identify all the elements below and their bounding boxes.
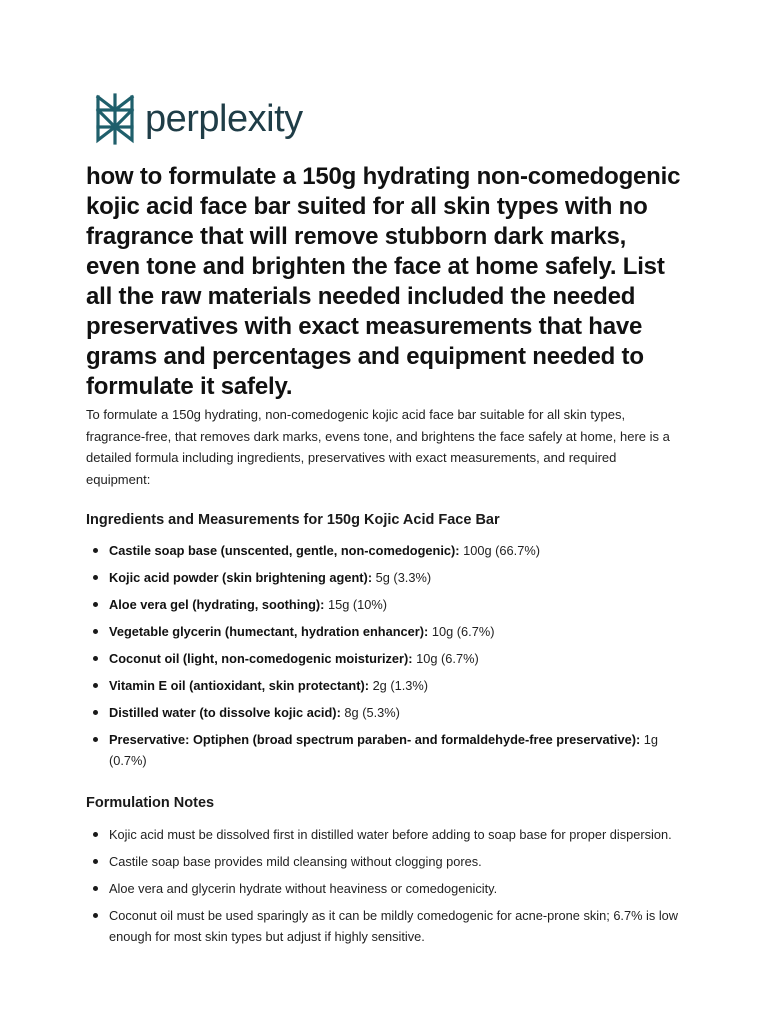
ingredient-name: Vitamin E oil (antioxidant, skin protectant) (109, 678, 365, 693)
bullet-icon (93, 629, 98, 634)
note-text: Coconut oil must be used sparingly as it can be mildly comedogenic for acne-prone skin; 6.7% is low enough for most skin types but adjust if highly sensitive. (109, 908, 679, 944)
ingredient-name: Aloe vera gel (hydrating, soothing) (109, 597, 321, 612)
note-item (86, 905, 682, 947)
bullet-icon (93, 602, 98, 607)
note-text: Castile soap base provides mild cleansing without clogging pores. (109, 854, 482, 869)
ingredient-item: Aloe vera gel (hydrating, soothing): 15g (10%) (86, 594, 682, 615)
notes-heading: Formulation Notes (86, 795, 215, 811)
bullet-icon (93, 656, 98, 661)
ingredient-amount: 5g (3.3%) (375, 570, 432, 585)
bullet-icon (93, 859, 98, 864)
ingredient-name: Coconut oil (light, non-comedogenic moisturizer) (109, 651, 409, 666)
ingredient-amount: 10g (6.7%) (431, 624, 495, 639)
ingredient-amount: 8g (5.3%) (344, 705, 400, 720)
ingredient-name: Castile soap base (unscented, gentle, non-comedogenic) (109, 543, 456, 558)
ingredient-item: Vitamin E oil (antioxidant, skin protectant): 2g (1.3%) (86, 675, 682, 696)
bullet-icon (93, 832, 98, 837)
ingredient-amount: 10g (6.7%) (416, 651, 479, 666)
ingredient-item: Castile soap base (unscented, gentle, non-comedogenic): 100g (66.7%) (86, 540, 682, 561)
perplexity-logo-icon (94, 93, 136, 145)
ingredient-name: Preservative: Optiphen (broad spectrum paraben- and formaldehyde-free preservative) (109, 732, 636, 747)
ingredient-name: Vegetable glycerin (humectant, hydration enhancer) (109, 624, 425, 639)
bullet-icon (93, 710, 98, 715)
ingredient-amount: 100g (66.7%) (463, 543, 540, 558)
notes-list (86, 824, 682, 953)
ingredient-item: Kojic acid powder (skin brightening agent): 5g (3.3%) (86, 567, 682, 588)
brand-name: perplexity (145, 98, 303, 140)
bullet-icon (93, 548, 98, 553)
bullet-icon (93, 737, 98, 742)
ingredient-item: Coconut oil (light, non-comedogenic moisturizer): 10g (6.7%) (86, 648, 682, 669)
ingredient-amount: 1g (0.7%) (109, 732, 659, 768)
note-item (86, 824, 682, 845)
note-text: Aloe vera and glycerin hydrate without heaviness or comedogenicity. (109, 881, 498, 896)
note-item (86, 878, 682, 899)
brand-logo (94, 93, 303, 145)
page-title: how to formulate a 150g hydrating non-comedogenic kojic acid face bar suited for all skin types with no fragrance that will remove stubborn dark marks, even tone and brighten the face at home safely. List all the raw materials needed included the needed preservatives with exact measurements that have grams and percentages and equipment needed to formulate it safely. (86, 163, 681, 400)
ingredients-heading: Ingredients and Measurements for 150g Kojic Acid Face Bar (86, 512, 500, 528)
note-text: Kojic acid must be dissolved first in distilled water before adding to soap base for proper dispersion. (109, 827, 672, 842)
ingredient-name: Kojic acid powder (skin brightening agent) (109, 570, 368, 585)
ingredients-list (86, 540, 682, 777)
ingredient-amount: 2g (1.3%) (372, 678, 429, 693)
bullet-icon (93, 575, 98, 580)
bullet-icon (93, 913, 98, 918)
ingredient-item: Vegetable glycerin (humectant, hydration enhancer): 10g (6.7%) (86, 621, 682, 642)
ingredient-item: Distilled water (to dissolve kojic acid): 8g (5.3%) (86, 702, 682, 723)
bullet-icon (93, 886, 98, 891)
ingredient-amount: 15g (10%) (328, 597, 388, 612)
note-item (86, 851, 682, 872)
bullet-icon (93, 683, 98, 688)
ingredient-item: Preservative: Optiphen (broad spectrum paraben- and formaldehyde-free preservative): 1g (0.7%) (86, 729, 682, 771)
ingredient-name: Distilled water (to dissolve kojic acid) (109, 705, 337, 720)
intro-paragraph: To formulate a 150g hydrating, non-comedogenic kojic acid face bar suitable for all skin types, fragrance-free, that removes dark marks, evens tone, and brightens the face safely at home, here is a detailed formula including ingredients, preservatives with exact measurements, and required equipment: (86, 407, 670, 487)
